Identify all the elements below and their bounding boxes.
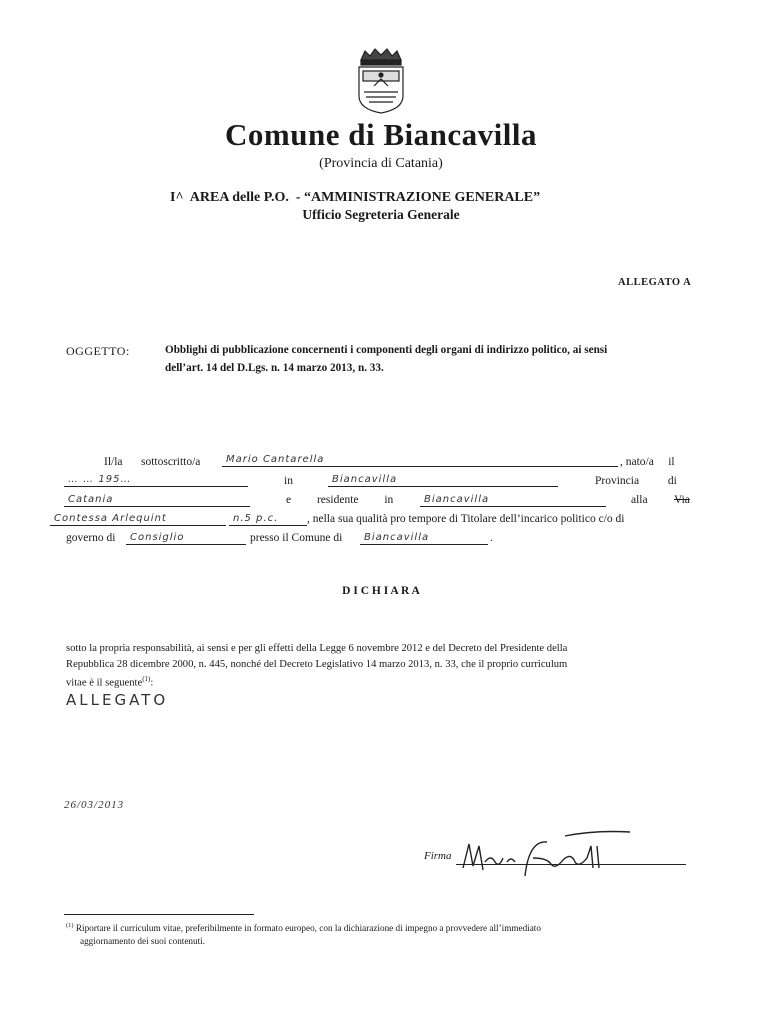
- government-label: governo di: [66, 532, 116, 544]
- footnote-ref: (1): [142, 675, 151, 683]
- street-field: Contessa Arlequint: [50, 511, 226, 526]
- footnote-separator: [64, 914, 254, 915]
- office-line: Ufficio Segreteria Generale: [302, 207, 460, 222]
- allegato-label: ALLEGATO A: [618, 277, 692, 288]
- line-end: .: [490, 532, 493, 544]
- birth-place-field: Biancavilla: [328, 472, 558, 487]
- province-line: (Provincia di Catania): [319, 156, 443, 171]
- area-line: I^ AREA delle P.O. - “AMMINISTRAZIONE GENERALE”: [170, 190, 541, 205]
- signature: [455, 828, 655, 888]
- firma-label: Firma: [424, 850, 452, 862]
- colon: :: [150, 677, 154, 689]
- role-text: , nella sua qualità pro tempore di Titolare dell’incarico politico c/o di: [307, 513, 625, 525]
- subject-label: OGGETTO:: [66, 344, 130, 358]
- coat-of-arms: [354, 46, 408, 114]
- via-label: Via: [674, 494, 690, 506]
- province-label: Provincia di: [595, 475, 677, 487]
- undersigned-label: sottoscritto/a: [141, 456, 201, 468]
- footnote-number: (1): [66, 922, 74, 929]
- subject-line-2: dell’art. 14 del D.Lgs. n. 14 marzo 2013, n. 33.: [165, 362, 384, 374]
- gender-marker: Il/la: [104, 456, 123, 468]
- signature-date: 26/03/2013: [64, 799, 125, 811]
- alla-label: alla: [631, 494, 648, 506]
- resident-label: e residente in: [286, 494, 394, 506]
- body-line-3: [66, 675, 153, 689]
- street-number-field: n.5 p.c.: [229, 511, 307, 526]
- name-field: Mario Cantarella: [222, 452, 618, 467]
- municipality-title: Comune di Biancavilla: [225, 117, 537, 152]
- body-line-1: sotto la propria responsabilità, ai sensi e per gli effetti della Legge 6 novembre 2012 e del Decreto del Presidente della: [66, 643, 568, 654]
- born-label: , nato/a il: [620, 456, 675, 468]
- subject-line-1: Obblighi di pubblicazione concernenti i componenti degli organi di indirizzo politico, ai sensi: [165, 344, 608, 356]
- comune-label: presso il Comune di: [250, 532, 343, 544]
- comune-field: Biancavilla: [360, 530, 488, 545]
- body-line-3-text: vitae è il seguente: [66, 677, 143, 689]
- birth-date-field: … … 195…: [64, 472, 248, 487]
- footnote-line-1: [66, 922, 541, 933]
- province-field: Catania: [64, 492, 250, 507]
- handwritten-allegato: ALLEGATO: [66, 691, 169, 709]
- residence-field: Biancavilla: [420, 492, 606, 507]
- role-field: Consiglio: [126, 530, 246, 545]
- footnote-line-2: aggiornamento dei suoi contenuti.: [80, 936, 206, 946]
- body-line-2: Repubblica 28 dicembre 2000, n. 445, nonché del Decreto Legislativo 14 marzo 2013, n. 33, che il proprio curriculum: [66, 659, 568, 670]
- dichiara-heading: D I C H I A R A: [342, 585, 420, 597]
- footnote-text-1: Riportare il curriculum vitae, preferibilmente in formato europeo, con la dichiarazione di impegno a provvedere all’immediato: [75, 923, 541, 934]
- in-label: in: [284, 475, 293, 487]
